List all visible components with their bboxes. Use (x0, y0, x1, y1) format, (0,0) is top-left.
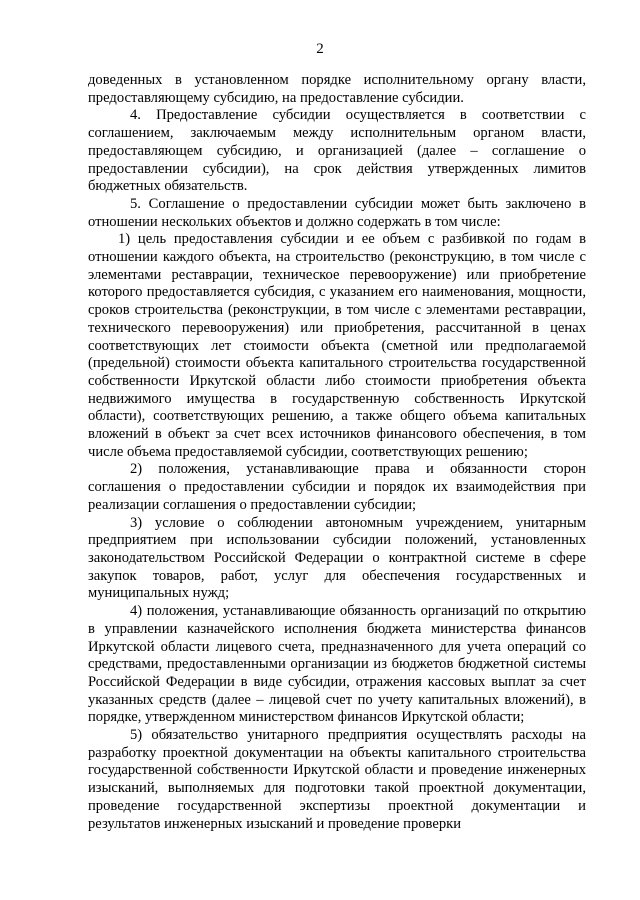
subitem-5: 5) обязательство унитарного предприятия осуществлять расходы на разработку проектной документации на объекты капитального строительства государственной собственности Иркутской области и проведение инженерных изысканий, выполняемых для подготовки такой проектной документации, проведение государственной экспертизы проектной документации и результатов инженерных изысканий и проведение проверки (88, 727, 586, 832)
document-body (88, 72, 586, 833)
subitem-2: 2) положения, устанавливающие права и обязанности сторон соглашения о предоставлении субсидии и порядок их взаимодействия при реализации соглашения о предоставлении субсидии; (88, 461, 586, 513)
subitem-4: 4) положения, устанавливающие обязанность организаций по открытию в управлении казначейского исполнения бюджета министерства финансов Иркутской области лицевого счета, предназначенного для учета операций со средствами, предоставленными организации из бюджетов бюджетной системы Российской Федерации в виде субсидии, отражения кассовых выплат за счет указанных средств (далее – лицевой счет по учету капитальных вложений), в порядке, утвержденном министерством финансов Иркутской области; (88, 603, 586, 726)
page-number: 2 (316, 41, 324, 57)
subitem-3: 3) условие о соблюдении автономным учреждением, унитарным предприятием при использовании субсидии положений, установленных законодательством Российской Федерации о контрактной системе в сфере закупок товаров, работ, услуг для обеспечения государственных и муниципальных нужд; (88, 514, 586, 602)
paragraph-item-5: 5. Соглашение о предоставлении субсидии может быть заключено в отношении нескольких объектов и должно содержать в том числе: (88, 195, 586, 230)
subitem-1: 1) цель предоставления субсидии и ее объем с разбивкой по годам в отношении каждого объекта, на строительство (реконструкцию, в том числе с элементами реставрации, техническое перевооружение) или приобретение которого предоставляется субсидия, с указанием его наименования, мощности, сроков строительства (реконструкции, в том числе с элементами реставрации, технического перевооружения) или приобретения, рассчитанной в ценах соответствующих лет стоимости объекта (сметной или предполагаемой (предельной) стоимости объекта капитального строительства государственной собственности Иркутской области либо стоимости приобретения объекта недвижимого имущества в государственную собственность Иркутской области), соответствующих решению, а также общего объема капитальных вложений в объект за счет всех источников финансового обеспечения, в том числе объема предоставляемой субсидии, соответствующих решению; (88, 231, 586, 460)
paragraph-item-4: 4. Предоставление субсидии осуществляется в соответствии с соглашением, заключаемым между исполнительным органом власти, предоставляющем субсидию, и организацией (далее – соглашение о предоставлении субсидии), на срок действия утвержденных лимитов бюджетных обязательств. (88, 107, 586, 195)
paragraph-continuation: доведенных в установленном порядке исполнительному органу власти, предоставляющему субсидию, на предоставление субсидии. (88, 72, 586, 106)
